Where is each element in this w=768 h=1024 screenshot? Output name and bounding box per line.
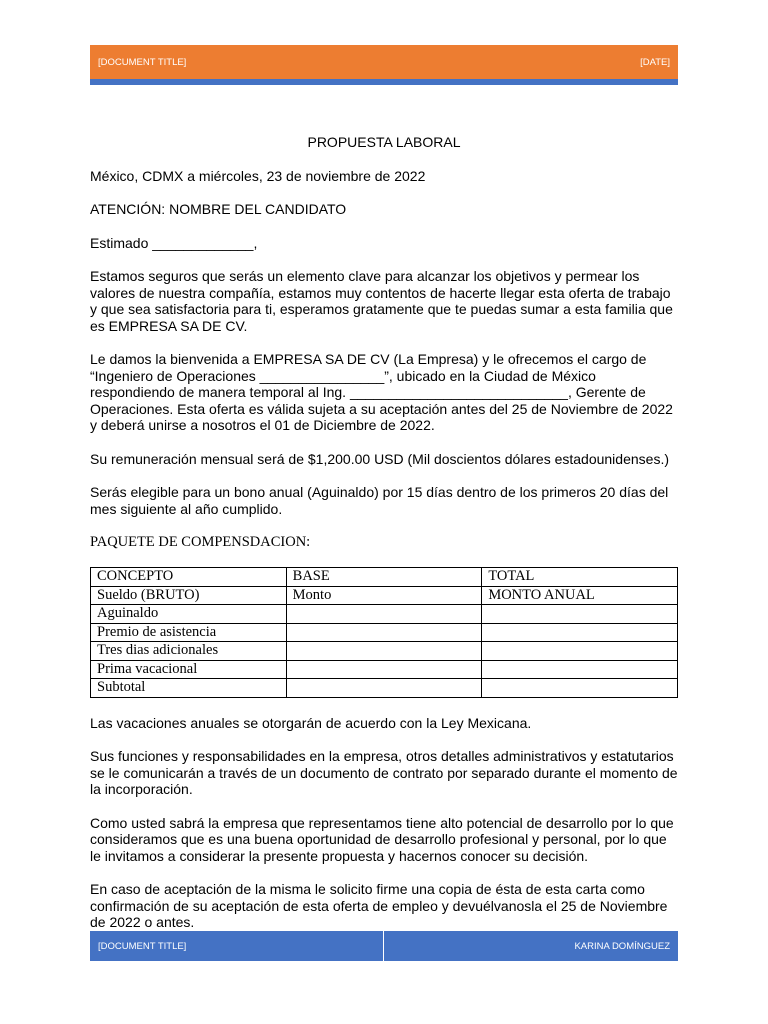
table-cell: MONTO ANUAL xyxy=(482,586,678,605)
table-row xyxy=(91,623,678,642)
table-cell: Aguinaldo xyxy=(91,605,287,624)
table-cell xyxy=(286,605,482,624)
header-date: [DATE] xyxy=(640,56,670,68)
table-cell: Prima vacacional xyxy=(91,660,287,679)
table-cell xyxy=(482,679,678,698)
table-cell xyxy=(286,679,482,698)
table-cell xyxy=(482,623,678,642)
compensation-table xyxy=(90,567,678,698)
table-row xyxy=(91,642,678,661)
paragraph-intro: Estamos seguros que serás un elemento clave para alcanzar los objetivos y permear los valores de nuestra compañía, estamos muy contentos de hacerte llegar esta oferta de trabajo y que sea satisfactoria para ti, esperamos gratamente que te puedas sumar a esta familia que es EMPRESA SA DE CV. xyxy=(90,268,673,334)
paragraph-bonus: Serás elegible para un bono anual (Aguinaldo) por 15 días dentro de los primeros 20 días del mes siguiente al año cumplido. xyxy=(90,484,669,517)
attention-line: ATENCIÓN: NOMBRE DEL CANDIDATO xyxy=(90,201,347,217)
table-caption: PAQUETE DE COMPENSDACION: xyxy=(90,534,311,550)
table-header-cell: TOTAL xyxy=(482,568,678,587)
table-cell xyxy=(286,660,482,679)
greeting: Estimado _____________, xyxy=(90,234,258,251)
table-cell xyxy=(286,642,482,661)
table-row xyxy=(91,679,678,698)
footer-left xyxy=(90,931,384,961)
paragraph-offer: Le damos la bienvenida a EMPRESA SA DE CV (La Empresa) y le ofrecemos el cargo de “Ingeniero de Operaciones ________________”, ubicado en la Ciudad de México respondiendo de manera temporal al Ing. ____________________________, Gerente de Operaciones. Esta oferta es válida sujeta a su aceptación antes del 25 de Noviembre de 2022 y deberá unirse a nosotros el 01 de Diciembre de 2022. xyxy=(90,351,673,433)
page-header xyxy=(90,45,678,79)
footer-document-title: [DOCUMENT TITLE] xyxy=(98,940,187,952)
table-header-cell: CONCEPTO xyxy=(91,568,287,587)
paragraph-vacation: Las vacaciones anuales se otorgarán de acuerdo con la Ley Mexicana. xyxy=(90,714,532,731)
place-date: México, CDMX a miércoles, 23 de noviembre de 2022 xyxy=(90,167,426,184)
table-cell: Monto xyxy=(286,586,482,605)
header-divider xyxy=(90,79,678,85)
header-document-title: [DOCUMENT TITLE] xyxy=(98,56,187,68)
table-header-cell: BASE xyxy=(286,568,482,587)
paragraph-responsibilities: Sus funciones y responsabilidades en la empresa, otros detalles administrativos y estatutarios se le comunicarán a través de un documento de contrato por separado durante el momento de la incorporación. xyxy=(90,748,678,797)
table-row xyxy=(91,586,678,605)
table-cell: Tres dias adicionales xyxy=(91,642,287,661)
table-cell xyxy=(286,623,482,642)
paragraph-invitation: Como usted sabrá la empresa que representamos tiene alto potencial de desarrollo por lo que consideramos que es una buena oportunidad de desarrollo profesional y personal, por lo que le invitamos a considerar la presente propuesta y hacernos conocer su decisión. xyxy=(90,814,674,864)
table-row xyxy=(91,660,678,679)
paragraph-salary: Su remuneración mensual será de $1,200.00 USD (Mil doscientos dólares estadounidenses.) xyxy=(90,450,669,467)
footer-author: KARINA DOMÍNGUEZ xyxy=(574,940,670,952)
letter-title: PROPUESTA LABORAL xyxy=(307,134,461,150)
table-cell: Premio de asistencia xyxy=(91,623,287,642)
table-cell: Sueldo (BRUTO) xyxy=(91,586,287,605)
paragraph-acceptance: En caso de aceptación de la misma le solicito firme una copia de ésta de esta carta como confirmación de su aceptación de esta oferta de empleo y devuélvanosla el 25 de Noviembre de 2022 o antes. xyxy=(90,881,668,930)
footer-right xyxy=(384,931,678,961)
table-cell: Subtotal xyxy=(91,679,287,698)
table-row xyxy=(91,605,678,624)
closing-section xyxy=(90,715,678,931)
table-cell xyxy=(482,660,678,679)
letter-body xyxy=(90,134,678,948)
table-cell xyxy=(482,605,678,624)
table-header-row xyxy=(91,568,678,587)
page-footer xyxy=(90,931,678,961)
table-cell xyxy=(482,642,678,661)
